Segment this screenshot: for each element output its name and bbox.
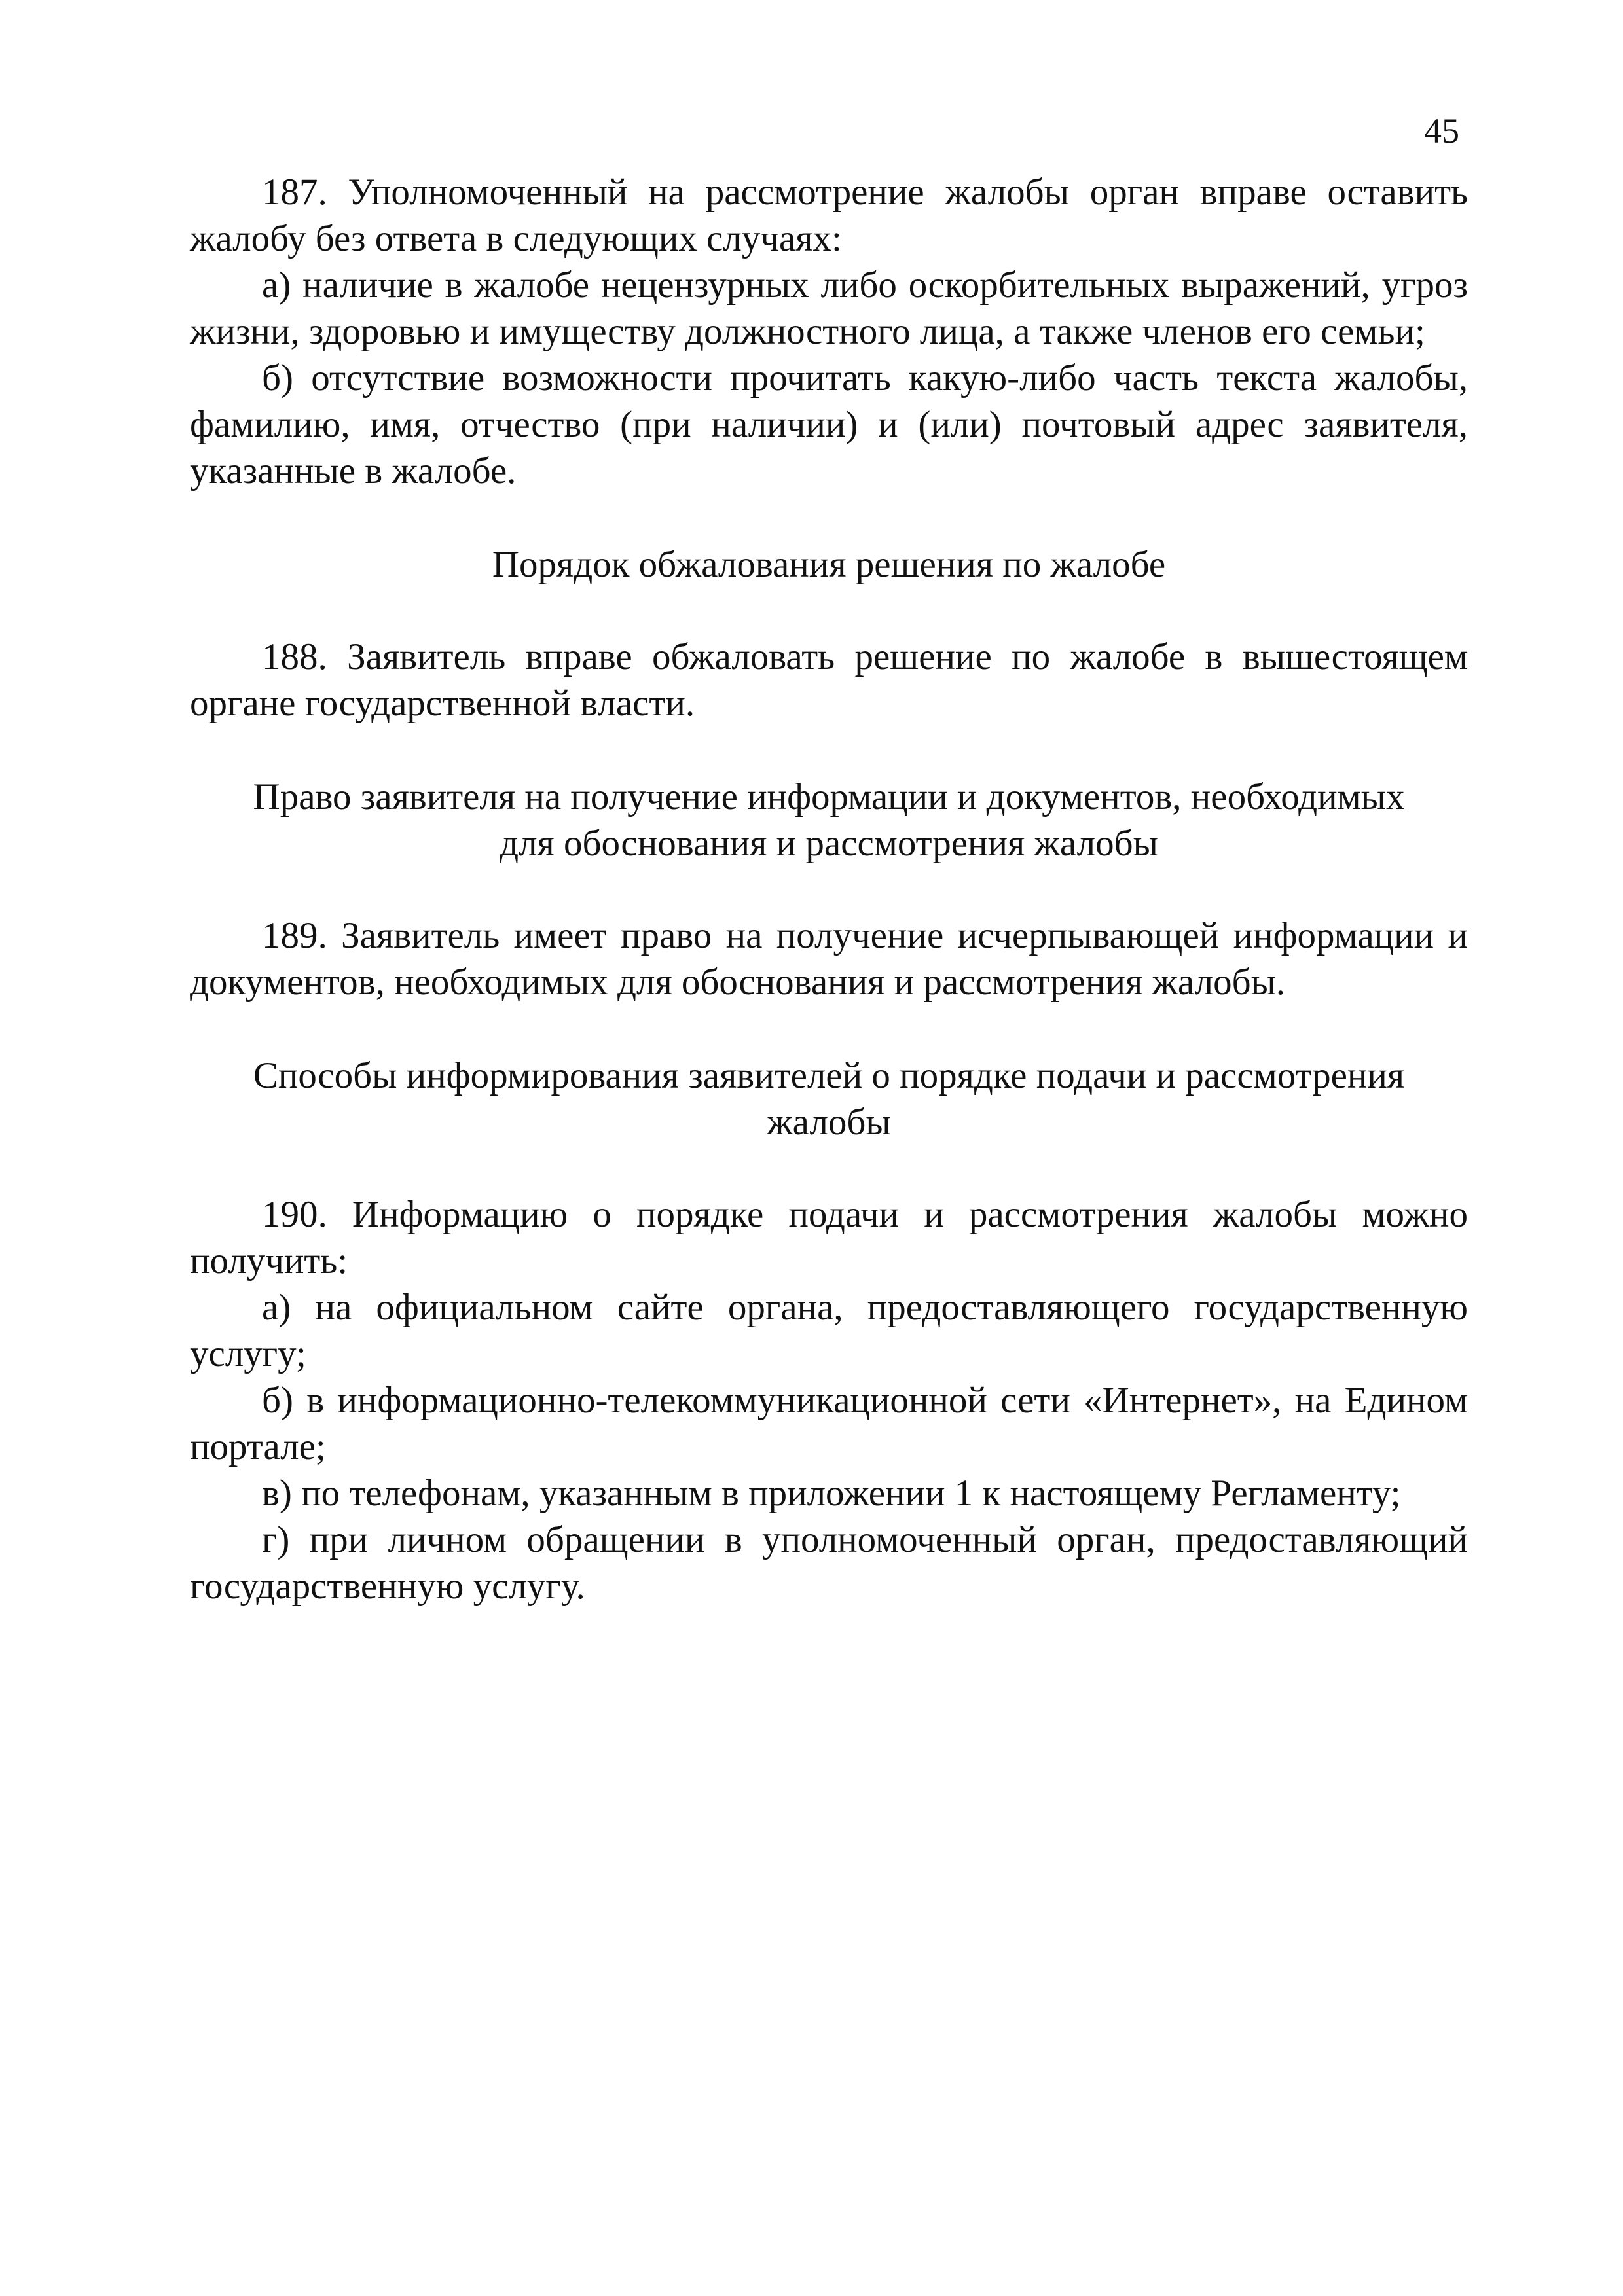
heading-line: Способы информирования заявителей о порядке подачи и рассмотрения (253, 1055, 1405, 1096)
paragraph-190: 190. Информацию о порядке подачи и рассмотрения жалобы можно получить: (190, 1194, 1468, 1282)
section-heading-informing-methods (190, 1052, 1468, 1145)
paragraph-187: 187. Уполномоченный на рассмотрение жалобы орган вправе оставить жалобу без ответа в следующих случаях: (190, 171, 1468, 259)
paragraph-190-a: а) на официальном сайте органа, предоставляющего государственную услугу; (190, 1287, 1468, 1374)
heading-line: для обоснования и рассмотрения жалобы (500, 823, 1158, 864)
paragraph-189: 189. Заявитель имеет право на получение исчерпывающей информации и документов, необходимых для обоснования и рассмотрения жалобы. (190, 915, 1468, 1003)
heading-line: Право заявителя на получение информации и документов, необходимых (253, 776, 1405, 817)
paragraph-190-b: б) в информационно-телекоммуникационной сети «Интернет», на Едином портале; (190, 1380, 1468, 1467)
paragraph-190-c: в) по телефонам, указанным в приложении 1 к настоящему Регламенту; (262, 1473, 1401, 1514)
section-heading-right-to-information (190, 774, 1468, 867)
paragraph-187-a: а) наличие в жалобе нецензурных либо оскорбительных выражений, угроз жизни, здоровью и имуществу должностного лица, а также членов его семьи; (190, 264, 1468, 352)
section-heading-appeal: Порядок обжалования решения по жалобе (492, 544, 1166, 585)
page-number: 45 (1424, 111, 1459, 151)
paragraph-188: 188. Заявитель вправе обжаловать решение по жалобе в вышестоящем органе государственной власти. (190, 636, 1468, 724)
paragraph-187-b: б) отсутствие возможности прочитать какую-либо часть текста жалобы, фамилию, имя, отчество (при наличии) и (или) почтовый адрес заявителя, указанные в жалобе. (190, 357, 1468, 492)
heading-line: жалобы (767, 1102, 891, 1143)
document-body (190, 169, 1468, 1609)
paragraph-190-d: г) при личном обращении в уполномоченный орган, предоставляющий государственную услугу. (190, 1519, 1468, 1607)
